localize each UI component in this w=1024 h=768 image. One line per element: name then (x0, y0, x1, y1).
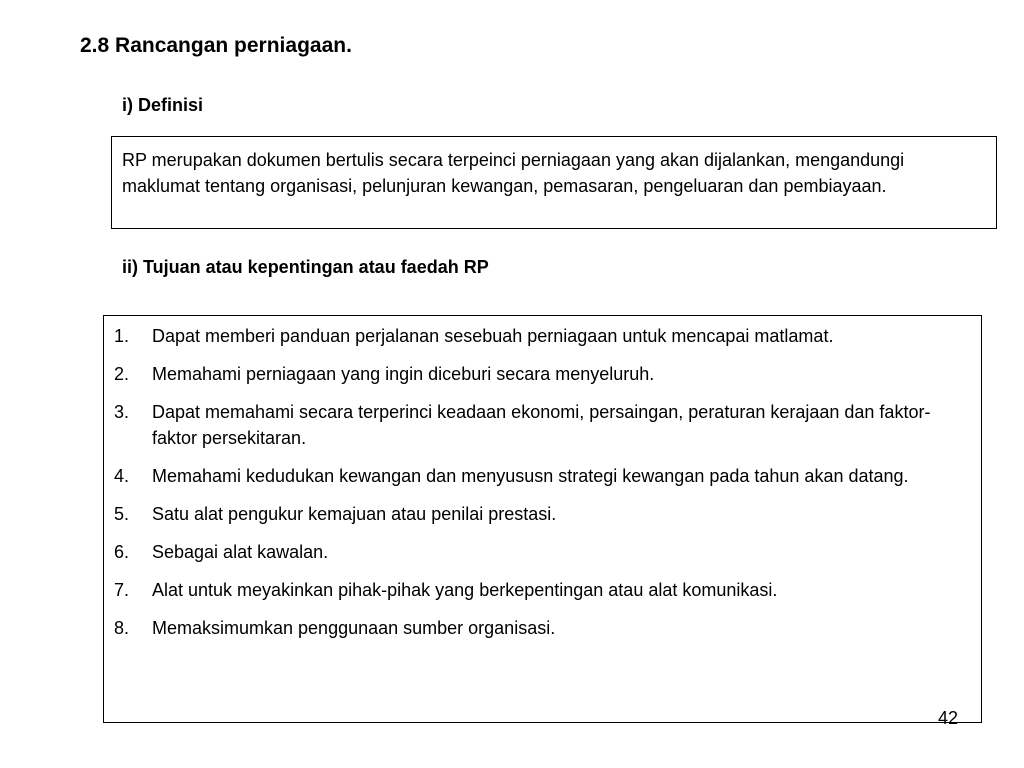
list-item-number: 3. (114, 402, 130, 422)
list-item (114, 361, 973, 387)
list-item-text: Memaksimumkan penggunaan sumber organisasi. (152, 618, 556, 638)
purpose-heading: ii) Tujuan atau kepentingan atau faedah RP (122, 257, 489, 277)
list-item (114, 615, 973, 641)
list-item (114, 323, 973, 349)
list-item (114, 399, 973, 451)
list-item (114, 539, 973, 565)
list-item-number: 7. (114, 580, 130, 600)
definition-box: RP merupakan dokumen bertulis secara terpeinci perniagaan yang akan dijalankan, mengandungi maklumat tentang organisasi, pelunjuran kewangan, pemasaran, pengeluaran dan pembiayaan. (111, 136, 997, 229)
list-item-text: Alat untuk meyakinkan pihak-pihak yang berkepentingan atau alat komunikasi. (152, 580, 778, 600)
list-item (114, 501, 973, 527)
list-item-number: 5. (114, 504, 130, 524)
list-item-text: Sebagai alat kawalan. (152, 542, 329, 562)
page-title: 2.8 Rancangan perniagaan. (80, 34, 352, 57)
purpose-list-box (103, 315, 982, 723)
list-item-number: 8. (114, 618, 130, 638)
list-item-number: 1. (114, 326, 130, 346)
purpose-list (114, 323, 973, 641)
list-item-number: 4. (114, 466, 130, 486)
list-item-text: Satu alat pengukur kemajuan atau penilai prestasi. (152, 504, 557, 524)
list-item-text: Dapat memahami secara terperinci keadaan ekonomi, persaingan, peraturan kerajaan dan faktor-faktor persekitaran. (152, 402, 931, 448)
list-item-text: Memahami kedudukan kewangan dan menyususn strategi kewangan pada tahun akan datang. (152, 466, 909, 486)
list-item-text: Dapat memberi panduan perjalanan sesebuah perniagaan untuk mencapai matlamat. (152, 326, 834, 346)
definition-heading: i) Definisi (122, 95, 204, 115)
list-item (114, 463, 973, 489)
list-item-text: Memahami perniagaan yang ingin diceburi secara menyeluruh. (152, 364, 655, 384)
list-item-number: 2. (114, 364, 130, 384)
page-number: 42 (938, 708, 959, 728)
list-item (114, 577, 973, 603)
list-item-number: 6. (114, 542, 130, 562)
